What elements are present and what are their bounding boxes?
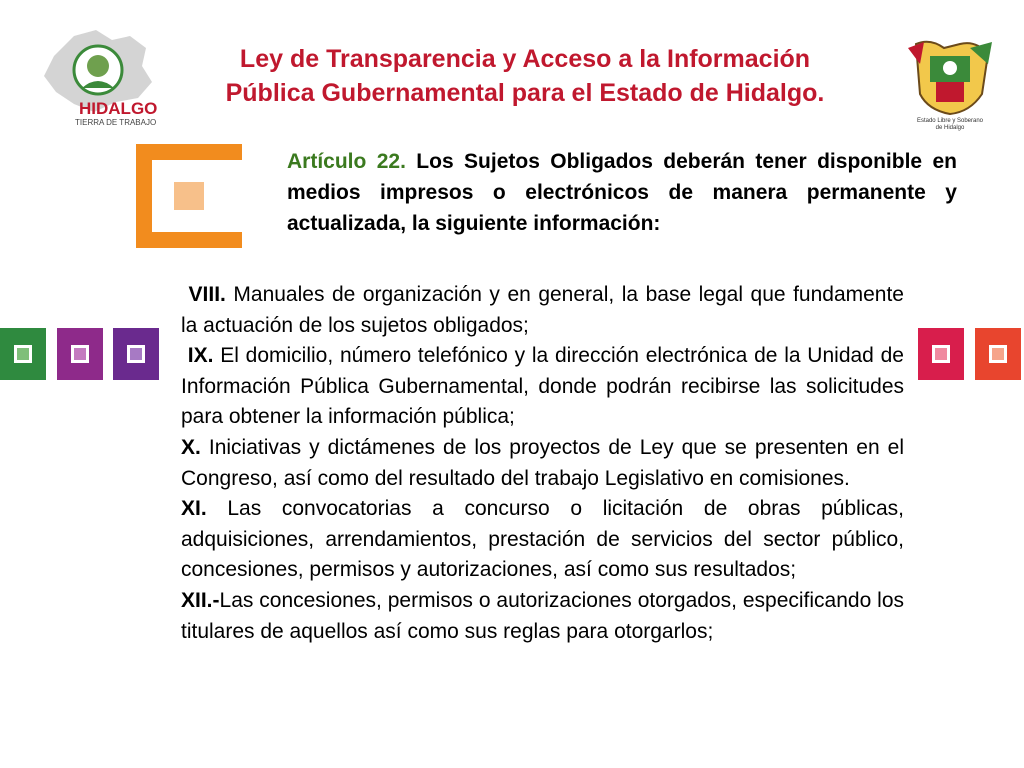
- fraction-number: XI.: [181, 497, 207, 521]
- arms-caption-2: de Hidalgo: [935, 125, 965, 131]
- fraction-text: El domicilio, número telefónico y la dirección electrónica de la Unidad de Información Pública Gubernamental, donde podrán recibirse las solicitudes para obtener la información pública;: [181, 344, 904, 429]
- fraction-xii: [181, 586, 904, 647]
- coat-of-arms-icon: [900, 34, 1000, 134]
- article-number: Artículo 22.: [287, 150, 406, 173]
- fraction-number: X.: [181, 435, 201, 459]
- fraction-text: Iniciativas y dictámenes de los proyectos de Ley que se presenten en el Congreso, así como del resultado del trabajo Legislativo en comisiones.: [181, 435, 904, 490]
- arms-caption-1: Estado Libre y Soberano: [916, 118, 984, 124]
- violet-square-decor: [113, 328, 159, 380]
- fraction-xi: [181, 494, 904, 586]
- crimson-square-decor: [918, 328, 964, 380]
- article-fractions: [181, 280, 904, 647]
- coat-of-arms-logo: [900, 34, 1000, 134]
- fraction-number: XII.-: [181, 588, 220, 612]
- fraction-number: VIII.: [188, 283, 226, 306]
- logo-tagline: TIERRA DE TRABAJO: [75, 118, 157, 127]
- fraction-text: Manuales de organización y en general, la base legal que fundamente la actuación de los sujetos obligados;: [181, 283, 904, 337]
- fraction-number: IX.: [187, 344, 214, 368]
- fraction-ix: [181, 341, 904, 433]
- title-line-1: Ley de Transparencia y Acceso a la Información: [239, 45, 811, 73]
- fraction-text: Las concesiones, permisos o autorizaciones otorgados, especificando los titulares de aquellos así como sus reglas para otorgarlos;: [181, 588, 904, 643]
- article-intro: [287, 146, 957, 239]
- title-line-2: Pública Gubernamental para el Estado de Hidalgo.: [225, 79, 825, 107]
- bracket-square-icon: [136, 144, 242, 248]
- fraction-x: [181, 433, 904, 494]
- hidalgo-state-logo: [34, 26, 162, 132]
- hidalgo-map-icon: [34, 26, 162, 132]
- logo-brand: HIDALGO: [79, 99, 158, 118]
- purple-square-decor: [57, 328, 103, 380]
- fraction-viii: [181, 280, 904, 341]
- green-square-decor: [0, 328, 46, 380]
- red-orange-square-decor: [975, 328, 1021, 380]
- page-title: [160, 42, 890, 110]
- article-text: Los Sujetos Obligados deberán tener disponible en medios impresos o electrónicos de manera permanente y actualizada, la siguiente información:: [287, 150, 957, 235]
- orange-bracket-mark: [136, 144, 242, 248]
- fraction-text: Las convocatorias a concurso o licitación de obras públicas, adquisiciones, arrendamientos, prestación de servicios del sector público, concesiones, permisos y autorizaciones, así como sus resultados;: [181, 497, 904, 582]
